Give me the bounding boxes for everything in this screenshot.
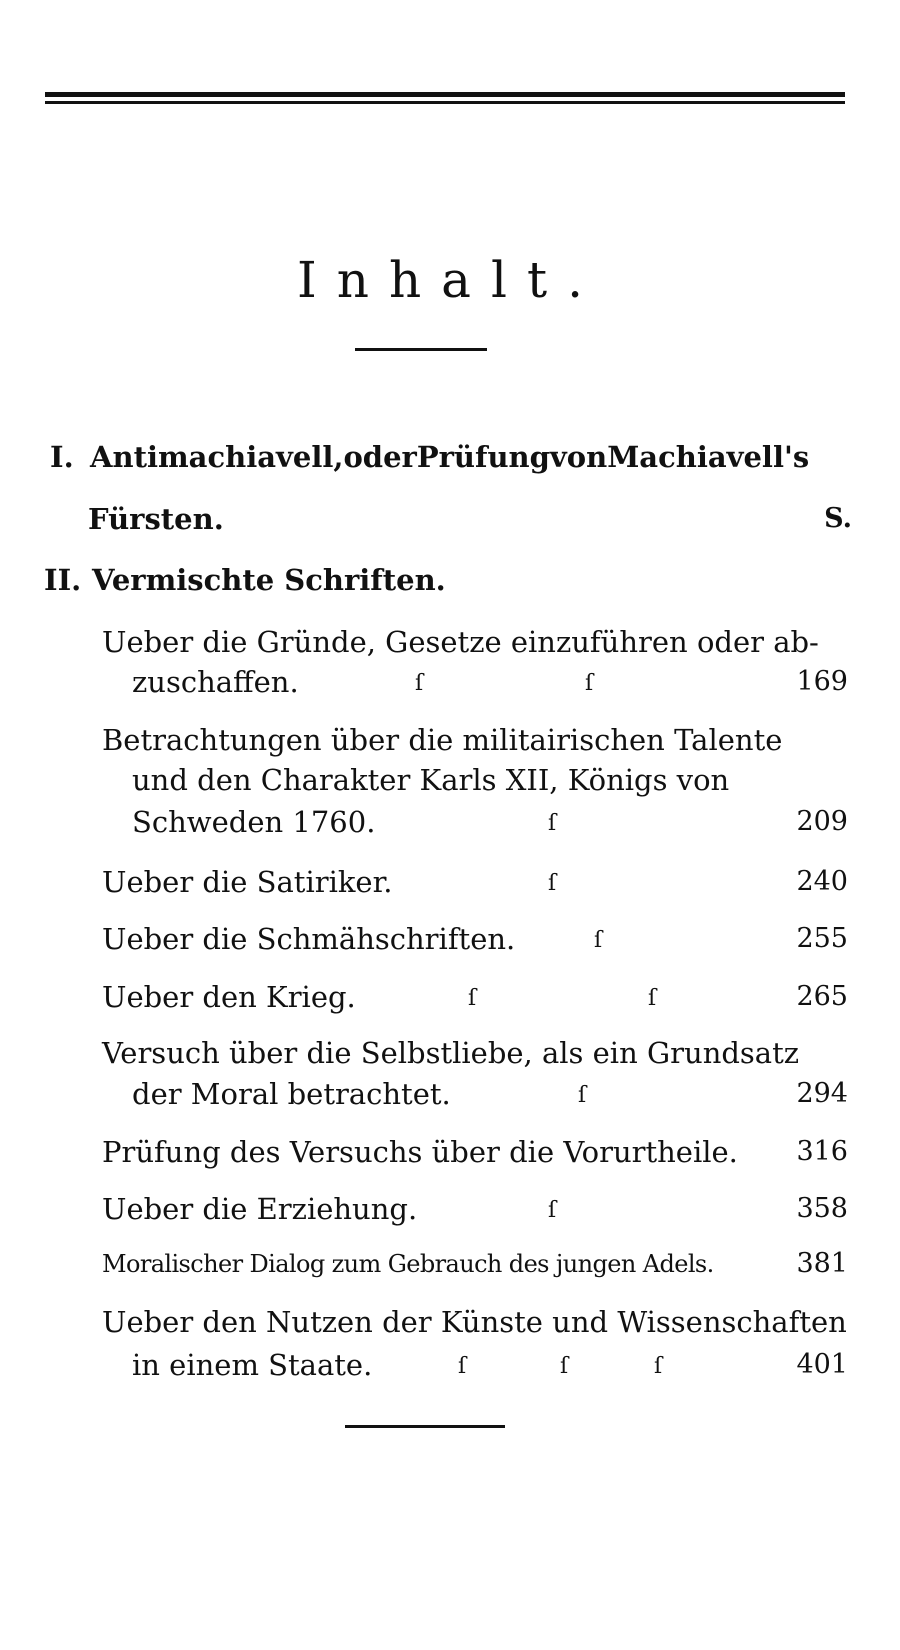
entry-2-leader-1: ſ	[548, 811, 557, 836]
entry-3-page: 240	[796, 866, 848, 897]
entry-2-page: 209	[796, 806, 848, 837]
bottom-rule	[345, 1425, 505, 1428]
entry-1-leader-2: ſ	[585, 671, 594, 696]
entry-10-leader-3: ſ	[654, 1354, 663, 1379]
entry-6-leader-1: ſ	[578, 1083, 587, 1108]
entry-1-leader-1: ſ	[415, 671, 424, 696]
entry-2-line-3: Schweden 1760.	[132, 805, 376, 839]
entry-4-page: 255	[796, 923, 848, 954]
section-1-page: S.	[824, 503, 852, 534]
entry-6-page: 294	[796, 1078, 848, 1109]
entry-2-line-2: und den Charakter Karls XII, Königs von	[132, 763, 730, 797]
entry-9-page: 381	[796, 1248, 848, 1279]
entry-4-line-1: Ueber die Schmähschriften.	[102, 922, 516, 956]
entry-10-leader-1: ſ	[458, 1354, 467, 1379]
entry-7-line-1: Prüfung des Versuchs über die Vorurtheile.	[102, 1135, 738, 1169]
entry-10-leader-2: ſ	[560, 1354, 569, 1379]
entry-6-line-1: Versuch über die Selbstliebe, als ein Grundsatz	[102, 1036, 800, 1070]
entry-1-line-1: Ueber die Gründe, Gesetze einzuführen oder ab-	[102, 625, 819, 659]
entry-1-page: 169	[796, 666, 848, 697]
page-title: Inhalt.	[297, 251, 603, 309]
entry-8-line-1: Ueber die Erziehung.	[102, 1192, 418, 1226]
entry-10-line-1: Ueber den Nutzen der Künste und Wissenschaften	[102, 1305, 847, 1339]
section-1-word-4: von	[549, 440, 608, 474]
entry-9-line-1: Moralischer Dialog zum Gebrauch des jungen Adels.	[102, 1250, 714, 1278]
entry-4-leader-1: ſ	[594, 928, 603, 953]
entry-10-page: 401	[796, 1349, 848, 1380]
section-1-numeral: I.	[50, 440, 74, 474]
entry-8-page: 358	[796, 1193, 848, 1224]
section-1-title-line2: Fürsten.	[88, 502, 224, 536]
entry-8-leader-1: ſ	[548, 1198, 557, 1223]
section-1-word-2: oder	[343, 440, 417, 474]
section-1-title-line1	[90, 440, 810, 474]
entry-5-page: 265	[796, 981, 848, 1012]
entry-6-line-2: der Moral betrachtet.	[132, 1077, 451, 1111]
section-2-title: Vermischte Schriften.	[92, 563, 446, 597]
entry-3-line-1: Ueber die Satiriker.	[102, 865, 393, 899]
entry-5-line-1: Ueber den Krieg.	[102, 980, 356, 1014]
entry-2-line-1: Betrachtungen über die militairischen Talente	[102, 723, 783, 757]
title-underline	[355, 348, 487, 351]
entry-1-line-2: zuschaffen.	[132, 665, 299, 699]
section-1-word-1: Antimachiavell,	[90, 440, 344, 474]
entry-5-leader-2: ſ	[648, 986, 657, 1011]
section-2-numeral: II.	[44, 563, 82, 597]
section-1-word-3: Prüfung	[416, 440, 550, 474]
entry-10-line-2: in einem Staate.	[132, 1348, 373, 1382]
section-1-word-5: Machiavell's	[607, 440, 810, 474]
entry-7-page: 316	[796, 1136, 848, 1167]
top-rule-lower	[45, 101, 845, 104]
top-rule-upper	[45, 92, 845, 97]
entry-5-leader-1: ſ	[468, 986, 477, 1011]
entry-3-leader-1: ſ	[548, 871, 557, 896]
